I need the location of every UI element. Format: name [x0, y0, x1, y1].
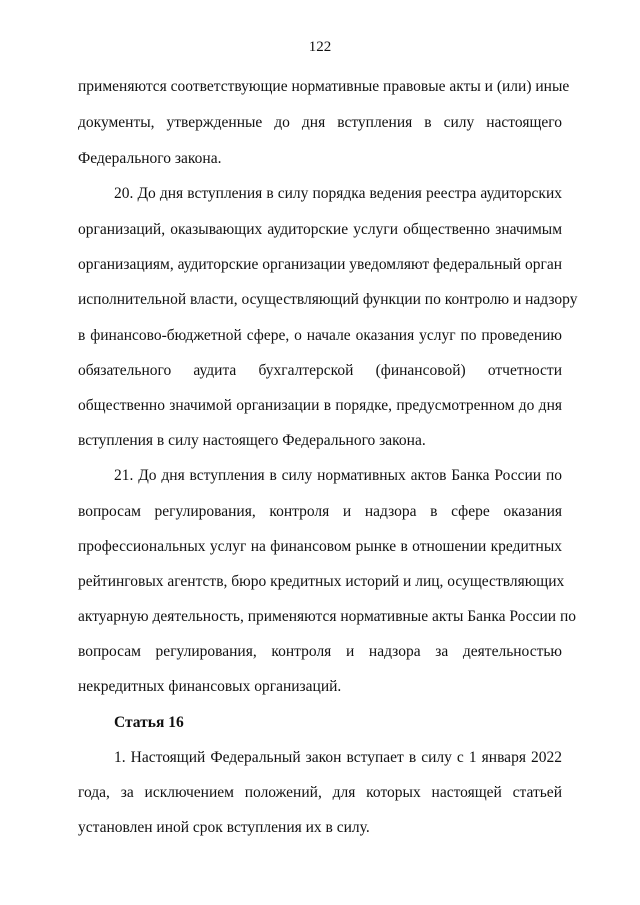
text-line: профессиональных услуг на финансовом рынке в отношении кредитных	[78, 538, 562, 555]
text-line: актуарную деятельность, применяются нормативные акты Банка России по	[78, 608, 577, 625]
text-line: Федерального закона.	[78, 150, 222, 167]
article-16-first-line: 1. Настоящий Федеральный закон вступает в силу с 1 января 2022	[114, 749, 562, 766]
text-line: организаций, оказывающих аудиторские услуги общественно значимым	[78, 221, 562, 238]
text-line: установлен иной срок вступления их в силу.	[78, 819, 370, 836]
text-line: года, за исключением положений, для которых настоящей статьей	[78, 784, 562, 801]
text-line: вопросам регулирования, контроля и надзора за деятельностью	[78, 643, 562, 660]
text-line: организациям, аудиторские организации уведомляют федеральный орган	[78, 256, 562, 273]
text-line: документы, утвержденные до дня вступления в силу настоящего	[78, 114, 562, 131]
article-heading: Статья 16	[114, 714, 184, 731]
text-line: обязательного аудита бухгалтерской (финансовой) отчетности	[78, 362, 562, 379]
paragraph-20-first-line: 20. До дня вступления в силу порядка ведения реестра аудиторских	[114, 185, 562, 202]
paragraph-21-first-line: 21. До дня вступления в силу нормативных актов Банка России по	[114, 467, 562, 484]
text-line: рейтинговых агентств, бюро кредитных историй и лиц, осуществляющих	[78, 573, 565, 590]
text-line: общественно значимой организации в порядке, предусмотренном до дня	[78, 397, 562, 414]
text-line: применяются соответствующие нормативные правовые акты и (или) иные	[78, 78, 570, 95]
text-line: некредитных финансовых организаций.	[78, 678, 342, 695]
text-line: исполнительной власти, осуществляющий функции по контролю и надзору	[78, 291, 578, 308]
text-line: вступления в силу настоящего Федерального закона.	[78, 432, 426, 449]
text-line: вопросам регулирования, контроля и надзора в сфере оказания	[78, 503, 562, 520]
text-line: в финансово-бюджетной сфере, о начале оказания услуг по проведению	[78, 327, 562, 344]
page-number: 122	[308, 39, 332, 55]
